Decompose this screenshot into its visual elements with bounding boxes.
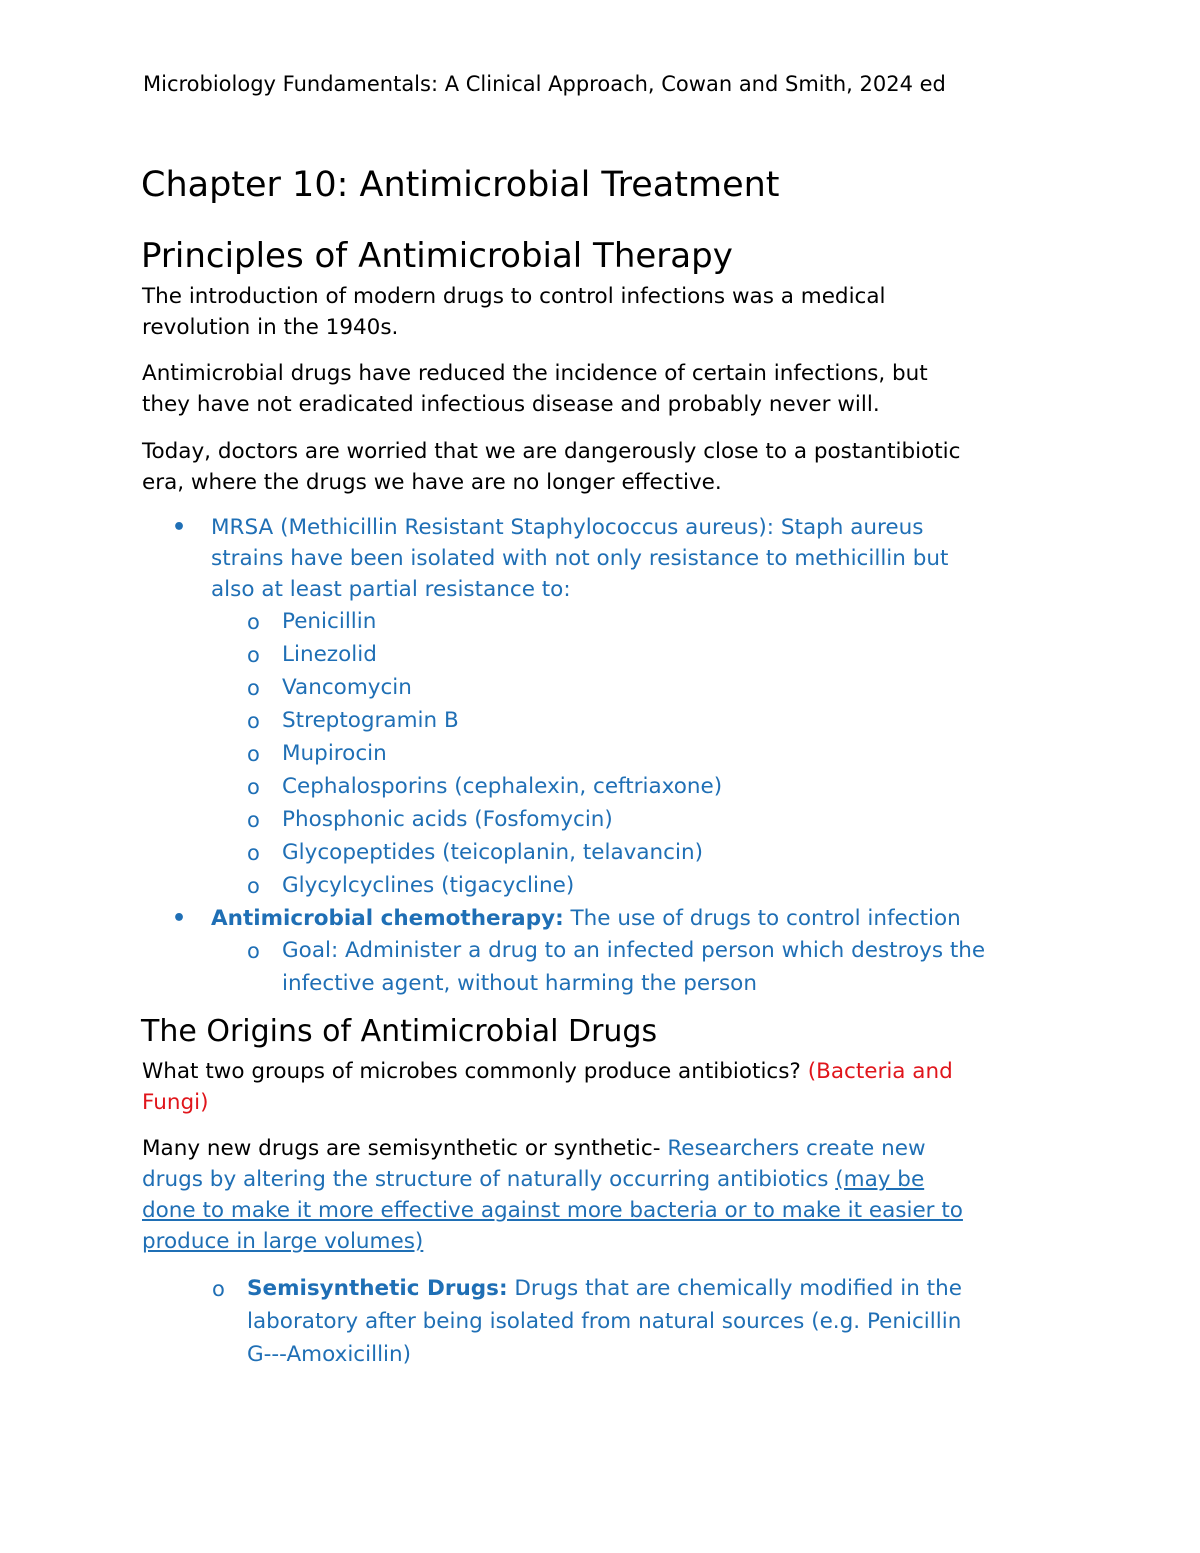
chapter-title: Chapter 10: Antimicrobial Treatment <box>141 165 780 205</box>
list-item-drug: Glycylcyclines (tigacycline) <box>282 873 575 898</box>
list-item-drug: Mupirocin <box>282 741 387 766</box>
list-item-drug: Streptogramin B <box>282 708 459 733</box>
paragraph-postantibiotic <box>142 436 960 498</box>
sub-bullet-icon: o <box>247 610 260 634</box>
text-line <box>142 1133 963 1164</box>
bullet-icon: • <box>172 515 187 540</box>
sub-bullet-icon: o <box>247 808 260 832</box>
list-item-chemotherapy <box>211 903 961 934</box>
term-label: Semisynthetic Drugs: <box>247 1276 508 1301</box>
sub-bullet-icon: o <box>212 1277 225 1301</box>
sub-bullet-icon: o <box>247 841 260 865</box>
answer-text: Fungi) <box>142 1090 209 1115</box>
sub-bullet-icon: o <box>247 742 260 766</box>
text-line <box>247 1272 962 1305</box>
list-item-drug: Vancomycin <box>282 675 412 700</box>
running-header: Microbiology Fundamentals: A Clinical Approach, Cowan and Smith, 2024 ed <box>143 72 946 96</box>
list-item-drug: Phosphonic acids (Fosfomycin) <box>282 807 613 832</box>
list-item-drug: Glycopeptides (teicoplanin, telavancin) <box>282 840 703 865</box>
section-heading-origins: The Origins of Antimicrobial Drugs <box>141 1014 658 1049</box>
question-paragraph <box>142 1056 953 1118</box>
sub-bullet-icon: o <box>247 939 260 963</box>
text-line: infective agent, without harming the person <box>282 971 757 996</box>
section-heading-principles: Principles of Antimicrobial Therapy <box>141 236 733 276</box>
sub-bullet-icon: o <box>247 874 260 898</box>
text-line: era, where the drugs we have are no longer effective. <box>142 470 722 495</box>
list-item-semisynthetic-drugs <box>247 1272 962 1371</box>
underlined-text: produce in large volumes) <box>142 1229 424 1254</box>
sub-bullet-icon: o <box>247 676 260 700</box>
text-line: Goal: Administer a drug to an infected person which destroys the <box>282 938 986 963</box>
list-item-drug: Penicillin <box>282 609 377 634</box>
term-label: Antimicrobial chemotherapy: <box>211 906 564 931</box>
sub-bullet-icon: o <box>247 643 260 667</box>
term-definition: The use of drugs to control infection <box>563 906 961 931</box>
list-item-drug: Linezolid <box>282 642 377 667</box>
paragraph-semisynthetic <box>142 1133 963 1257</box>
paragraph-introduction <box>142 281 886 343</box>
text-segment: Many new drugs are semisynthetic or synthetic- <box>142 1136 668 1161</box>
text-line <box>142 1056 953 1087</box>
text-line: Antimicrobial drugs have reduced the incidence of certain infections, but <box>142 361 928 386</box>
answer-text: (Bacteria and <box>807 1059 953 1084</box>
sub-bullet-icon: o <box>247 709 260 733</box>
text-line: G---Amoxicillin) <box>247 1342 412 1367</box>
question-text: What two groups of microbes commonly produce antibiotics? <box>142 1059 808 1084</box>
list-item-drug: Cephalosporins (cephalexin, ceftriaxone) <box>282 774 723 799</box>
list-item-mrsa <box>211 512 948 605</box>
underlined-text: (may be <box>835 1167 925 1192</box>
text-line <box>142 1164 963 1195</box>
text-line: they have not eradicated infectious disease and probably never will. <box>142 392 880 417</box>
text-segment: Researchers create new <box>667 1136 926 1161</box>
text-segment: drugs by altering the structure of naturally occurring antibiotics <box>142 1167 836 1192</box>
text-line: revolution in the 1940s. <box>142 315 399 340</box>
text-line: MRSA (Methicillin Resistant Staphylococcus aureus): Staph aureus <box>211 515 924 540</box>
text-line: Today, doctors are worried that we are dangerously close to a postantibiotic <box>142 439 961 464</box>
text-line: laboratory after being isolated from natural sources (e.g. Penicillin <box>247 1309 962 1334</box>
list-item-goal <box>282 934 985 1000</box>
text-line: also at least partial resistance to: <box>211 577 571 602</box>
bullet-icon: • <box>172 906 187 931</box>
text-line: The introduction of modern drugs to control infections was a medical <box>142 284 886 309</box>
text-line: strains have been isolated with not only resistance to methicillin but <box>211 546 949 571</box>
term-definition: Drugs that are chemically modified in the <box>507 1276 962 1301</box>
paragraph-reduced-incidence <box>142 358 928 420</box>
underlined-text: done to make it more effective against more bacteria or to make it easier to <box>142 1198 963 1223</box>
sub-bullet-icon: o <box>247 775 260 799</box>
